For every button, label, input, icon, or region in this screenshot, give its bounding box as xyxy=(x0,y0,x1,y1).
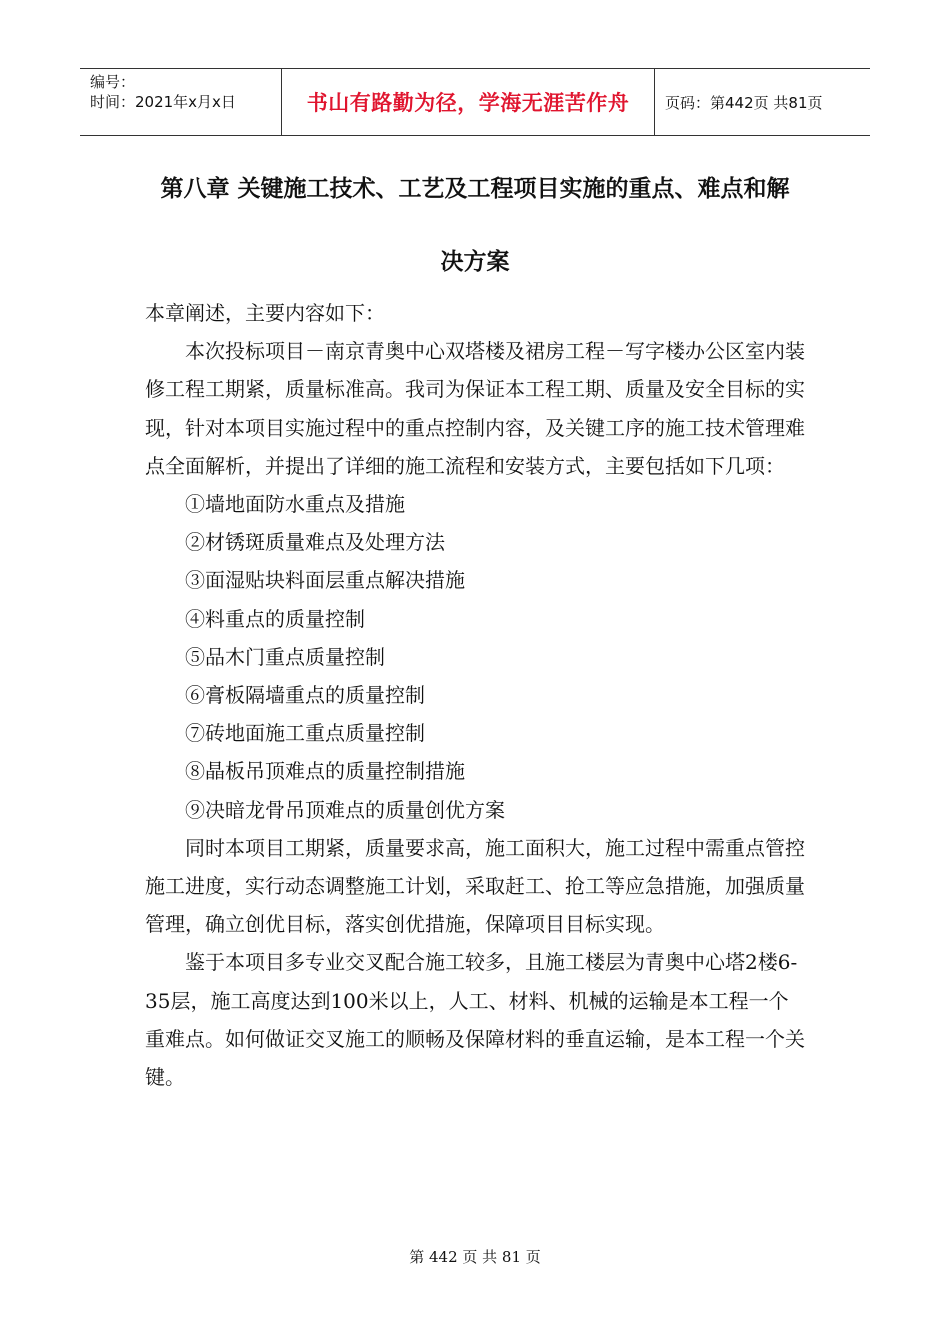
list-item: ①墙地面防水重点及措施 xyxy=(185,492,405,517)
key-points-list xyxy=(145,485,805,829)
header-meta xyxy=(80,69,282,135)
body-paragraph-1: 本次投标项目－南京青奥中心双塔楼及裙房工程－写字楼办公区室内装修工程工期紧，质量标准高。我司为保证本工程工期、质量及安全目标的实现，针对本项目实施过程中的重点控制内容，及关键工序的施工技术管理难点全面解析，并提出了详细的施工流程和安装方式，主要包括如下几项： xyxy=(145,339,805,478)
list-item: ⑥膏板隔墙重点的质量控制 xyxy=(185,683,425,708)
page-footer: 第 442 页 共 81 页 xyxy=(409,1248,541,1266)
document-body xyxy=(145,294,805,1096)
list-item: ⑧晶板吊顶难点的质量控制措施 xyxy=(185,759,465,784)
body-paragraph-2: 同时本项目工期紧，质量要求高，施工面积大，施工过程中需重点管控施工进度，实行动态调整施工计划，采取赶工、抢工等应急措施，加强质量管理，确立创优目标，落实创优措施，保障项目目标实现。 xyxy=(145,835,805,937)
list-item: ②材锈斑质量难点及处理方法 xyxy=(185,530,445,555)
chapter-title-line2: 决方案 xyxy=(440,249,510,275)
page-header xyxy=(80,68,870,136)
list-item: ⑤品木门重点质量控制 xyxy=(185,644,385,669)
list-item: ④料重点的质量控制 xyxy=(185,606,365,631)
list-item: ③面湿贴块料面层重点解决措施 xyxy=(185,568,465,593)
document-time-label: 时间：2021年x月x日 xyxy=(90,93,236,111)
header-page-info: 页码：第442页 共81页 xyxy=(665,93,823,112)
document-number-label: 编号： xyxy=(90,73,136,91)
header-motto: 书山有路勤为径，学海无涯苦作舟 xyxy=(282,69,655,135)
list-item: ⑨决暗龙骨吊顶难点的质量创优方案 xyxy=(185,797,505,822)
list-item: ⑦砖地面施工重点质量控制 xyxy=(185,721,425,746)
intro-paragraph: 本章阐述，主要内容如下： xyxy=(145,301,385,325)
chapter-title-line1: 第八章 关键施工技术、工艺及工程项目实施的重点、难点和解 xyxy=(160,176,790,202)
body-paragraph-3: 鉴于本项目多专业交叉配合施工较多，且施工楼层为青奥中心塔2楼6-35层，施工高度达到100米以上，人工、材料、机械的运输是本工程一个重难点。如何做证交叉施工的顺畅及保障材料的垂直运输，是本工程一个关键。 xyxy=(145,950,805,1090)
